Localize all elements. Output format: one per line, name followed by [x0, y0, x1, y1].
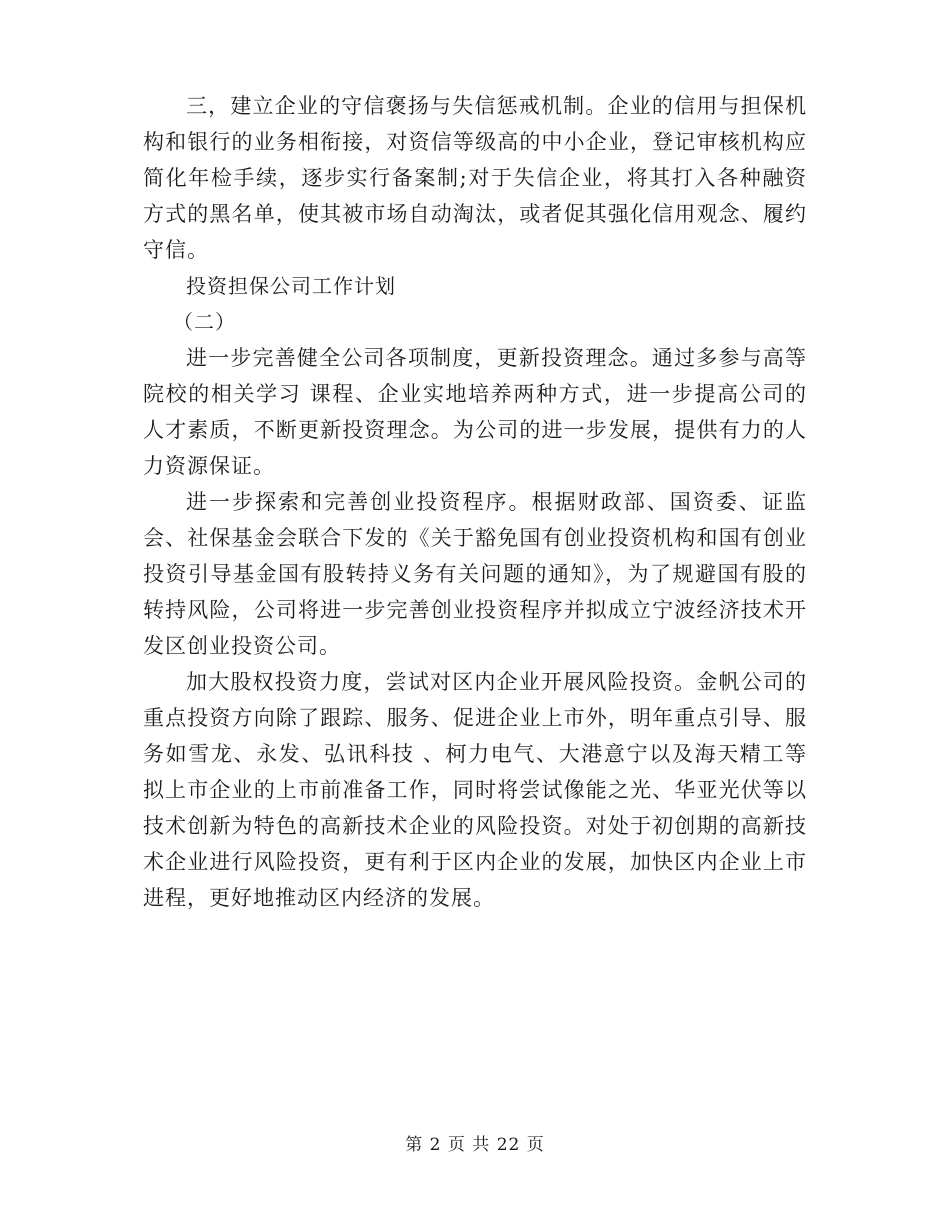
paragraph-venture-procedure: 进一步探索和完善创业投资程序。根据财政部、国资委、证监会、社保基金会联合下发的《关于豁免国有创业投资机构和国有创业投资引导基金国有股转持义务有关问题的通知》，为了规避国有股的转持风险，公司将进一步完善创业投资程序并拟成立宁波经济技术开发区创业投资公司。: [143, 490, 807, 658]
page-content: [143, 88, 807, 916]
page-number-footer: 第 2 页 共 22 页: [405, 1135, 545, 1155]
paragraph-credit-mechanism: 三，建立企业的守信褒扬与失信惩戒机制。企业的信用与担保机构和银行的业务相衔接，对资信等级高的中小企业，登记审核机构应简化年检手续，逐步实行备案制;对于失信企业，将其打入各种融资方式的黑名单，使其被市场自动淘汰，或者促其强化信用观念、履约守信。: [143, 94, 807, 262]
section-number: （二）: [173, 310, 236, 334]
section-heading: 投资担保公司工作计划: [186, 274, 396, 298]
paragraph-equity-investment: 加大股权投资力度，尝试对区内企业开展风险投资。金帆公司的重点投资方向除了跟踪、服务、促进企业上市外，明年重点引导、服务如雪龙、永发、弘讯科技 、柯力电气、大港意宁以及海天精工等拟上市企业的上市前准备工作，同时将尝试像能之光、华亚光伏等以技术创新为特色的高新技术企业的风险投资。对处于初创期的高新技术企业进行风险投资，更有利于区内企业的发展，加快区内企业上市进程，更好地推动区内经济的发展。: [143, 670, 807, 910]
paragraph-company-systems: 进一步完善健全公司各项制度，更新投资理念。通过多参与高等院校的相关学习 课程、企业实地培养两种方式，进一步提高公司的人才素质，不断更新投资理念。为公司的进一步发展，提供有力的人力资源保证。: [143, 346, 807, 478]
